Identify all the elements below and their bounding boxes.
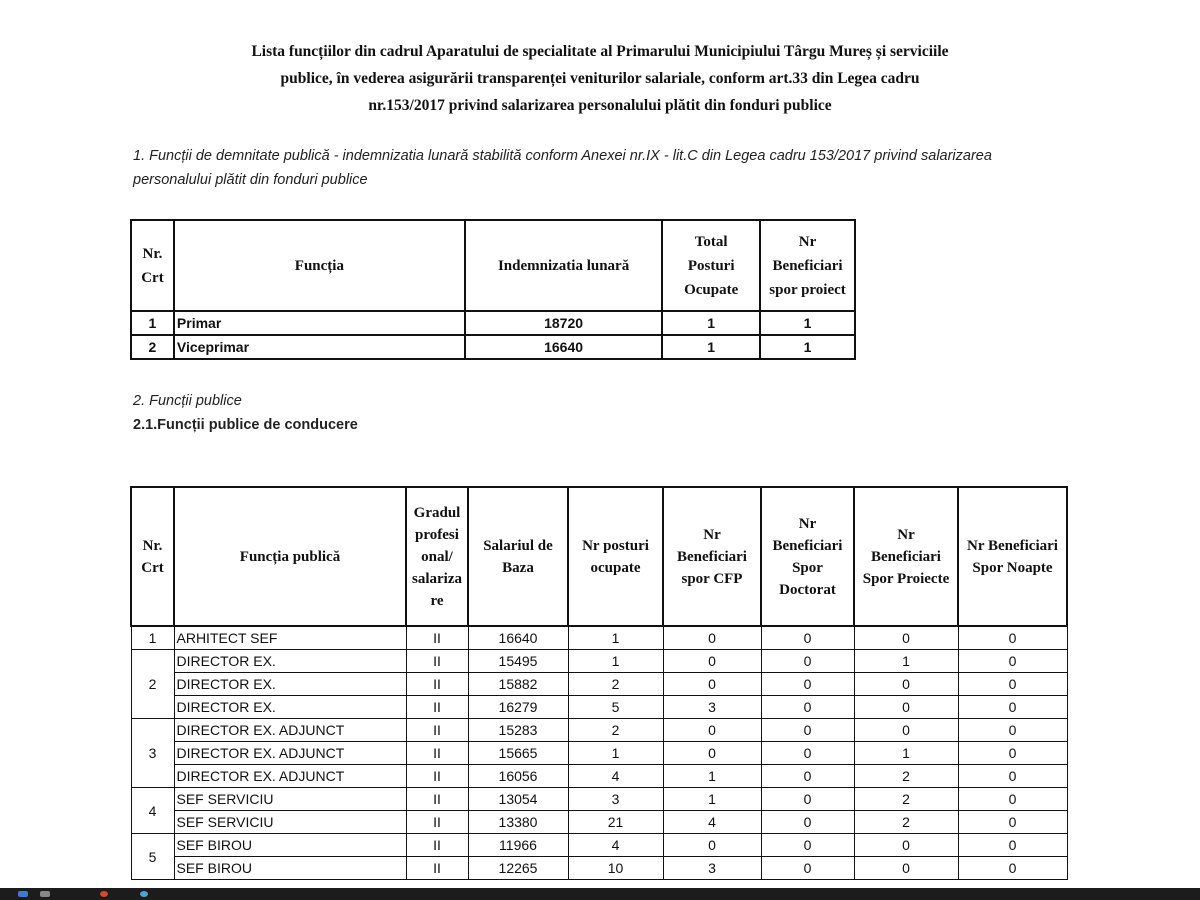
table-row: [131, 765, 1067, 788]
cell-grad: II: [406, 788, 468, 811]
cell-spor-cfp: 0: [663, 650, 761, 673]
title-line-1: Lista funcțiilor din cadrul Aparatului de specialitate al Primarului Municipiului Târgu Mureș și serviciile: [251, 43, 949, 60]
cell-spor-doctorat: 0: [761, 788, 854, 811]
cell-total-posturi: 1: [662, 335, 760, 359]
table-row: [131, 834, 1067, 857]
cell-spor-doctorat: 0: [761, 719, 854, 742]
cell-salariu: 16056: [468, 765, 568, 788]
title-line-3: nr.153/2017 privind salarizarea personalului plătit din fonduri publice: [368, 97, 832, 114]
cell-spor-proiecte: 1: [854, 742, 958, 765]
cell-spor-proiecte: 0: [854, 834, 958, 857]
cell-salariu: 15283: [468, 719, 568, 742]
table-row: [131, 626, 1067, 650]
cell-salariu: 13380: [468, 811, 568, 834]
cell-functia: ARHITECT SEF: [174, 626, 406, 650]
cell-posturi: 10: [568, 857, 663, 880]
t2-header-posturi: Nr posturi ocupate: [568, 487, 663, 626]
cell-spor-noapte: 0: [958, 857, 1067, 880]
cell-posturi: 5: [568, 696, 663, 719]
cell-spor-cfp: 1: [663, 765, 761, 788]
start-icon[interactable]: [18, 891, 28, 897]
cell-spor-noapte: 0: [958, 788, 1067, 811]
cell-spor-noapte: 0: [958, 811, 1067, 834]
cell-nr: 4: [131, 788, 174, 834]
table-row: [131, 311, 855, 335]
cell-functia: DIRECTOR EX. ADJUNCT: [174, 742, 406, 765]
table-row: [131, 857, 1067, 880]
cell-spor-cfp: 4: [663, 811, 761, 834]
table-demnitate-publica: [130, 219, 856, 360]
t1-header-total-posturi: Total Posturi Ocupate: [662, 220, 760, 311]
cell-spor-noapte: 0: [958, 765, 1067, 788]
cell-spor-proiecte: 0: [854, 719, 958, 742]
cell-spor-proiecte: 2: [854, 765, 958, 788]
cell-functia: SEF SERVICIU: [174, 788, 406, 811]
browser-icon[interactable]: [100, 891, 108, 897]
cell-grad: II: [406, 811, 468, 834]
t2-header-cfp: Nr Beneficiari spor CFP: [663, 487, 761, 626]
t1-header-indemnizatie: Indemnizatia lunară: [465, 220, 662, 311]
table-row: [131, 719, 1067, 742]
search-icon[interactable]: [40, 891, 50, 897]
cell-functia: Primar: [174, 311, 465, 335]
cell-functia: SEF SERVICIU: [174, 811, 406, 834]
cell-spor-doctorat: 0: [761, 834, 854, 857]
cell-posturi: 2: [568, 719, 663, 742]
cell-salariu: 15882: [468, 673, 568, 696]
section-2-1-heading: 2.1.Funcții publice de conducere: [133, 417, 358, 433]
cell-grad: II: [406, 626, 468, 650]
cell-salariu: 11966: [468, 834, 568, 857]
cell-spor-proiecte: 2: [854, 788, 958, 811]
cell-spor-doctorat: 0: [761, 696, 854, 719]
cell-salariu: 12265: [468, 857, 568, 880]
cell-functia: SEF BIROU: [174, 834, 406, 857]
cell-spor-proiecte: 0: [854, 626, 958, 650]
cell-spor-cfp: 3: [663, 857, 761, 880]
cell-functia: Viceprimar: [174, 335, 465, 359]
cell-spor-doctorat: 0: [761, 673, 854, 696]
cell-spor-cfp: 0: [663, 673, 761, 696]
cell-grad: II: [406, 719, 468, 742]
section-1-heading: 1. Funcții de demnitate publică - indemnizatia lunară stabilită conform Anexei nr.IX - lit.C din Legea cadru 153/2017 privind salarizarea personalului plătit din fonduri publice: [133, 148, 992, 188]
cell-spor-doctorat: 0: [761, 626, 854, 650]
cell-functia: DIRECTOR EX.: [174, 650, 406, 673]
cell-grad: II: [406, 673, 468, 696]
cell-grad: II: [406, 765, 468, 788]
table2-header-row: [131, 487, 1067, 626]
cell-beneficiari: 1: [760, 311, 855, 335]
cell-spor-doctorat: 0: [761, 765, 854, 788]
cell-grad: II: [406, 696, 468, 719]
cell-nr: 1: [131, 311, 174, 335]
cell-spor-cfp: 0: [663, 626, 761, 650]
t2-header-nr: Nr. Crt: [131, 487, 174, 626]
cell-posturi: 1: [568, 650, 663, 673]
cell-spor-noapte: 0: [958, 673, 1067, 696]
cell-spor-noapte: 0: [958, 742, 1067, 765]
t1-header-functia: Funcția: [174, 220, 465, 311]
cell-spor-cfp: 0: [663, 719, 761, 742]
cell-spor-noapte: 0: [958, 696, 1067, 719]
cell-posturi: 4: [568, 834, 663, 857]
cell-spor-cfp: 3: [663, 696, 761, 719]
table-row: [131, 673, 1067, 696]
document-title: [150, 38, 1050, 119]
cell-grad: II: [406, 650, 468, 673]
cell-spor-noapte: 0: [958, 650, 1067, 673]
cell-spor-cfp: 1: [663, 788, 761, 811]
t2-header-doctorat: Nr Beneficiari Spor Doctorat: [761, 487, 854, 626]
cell-spor-doctorat: 0: [761, 811, 854, 834]
cell-functia: DIRECTOR EX. ADJUNCT: [174, 719, 406, 742]
t2-header-grad: Gradul profesi onal/ salariza re: [406, 487, 468, 626]
cell-spor-doctorat: 0: [761, 742, 854, 765]
cell-total-posturi: 1: [662, 311, 760, 335]
table-row: [131, 811, 1067, 834]
cell-posturi: 4: [568, 765, 663, 788]
cell-grad: II: [406, 857, 468, 880]
table-row: [131, 335, 855, 359]
table-row: [131, 650, 1067, 673]
cell-salariu: 16640: [468, 626, 568, 650]
cell-salariu: 13054: [468, 788, 568, 811]
cell-indemnizatie: 16640: [465, 335, 662, 359]
table-row: [131, 696, 1067, 719]
cell-beneficiari: 1: [760, 335, 855, 359]
cell-spor-proiecte: 0: [854, 857, 958, 880]
cell-posturi: 21: [568, 811, 663, 834]
cell-functia: DIRECTOR EX.: [174, 696, 406, 719]
section-2-heading: 2. Funcții publice: [133, 393, 242, 409]
t2-header-salariu: Salariul de Baza: [468, 487, 568, 626]
cell-posturi: 1: [568, 626, 663, 650]
cell-posturi: 3: [568, 788, 663, 811]
cell-posturi: 2: [568, 673, 663, 696]
cell-salariu: 16279: [468, 696, 568, 719]
cell-spor-noapte: 0: [958, 719, 1067, 742]
cell-spor-doctorat: 0: [761, 650, 854, 673]
cell-salariu: 15665: [468, 742, 568, 765]
cell-spor-proiecte: 0: [854, 696, 958, 719]
table-row: [131, 742, 1067, 765]
taskbar: [0, 888, 1200, 900]
cell-nr: 5: [131, 834, 174, 880]
cell-nr: 1: [131, 626, 174, 650]
cell-spor-noapte: 0: [958, 834, 1067, 857]
table-row: [131, 788, 1067, 811]
cell-nr: 2: [131, 650, 174, 719]
cell-grad: II: [406, 742, 468, 765]
cell-spor-cfp: 0: [663, 834, 761, 857]
cell-indemnizatie: 18720: [465, 311, 662, 335]
cell-functia: DIRECTOR EX.: [174, 673, 406, 696]
t2-header-functia: Funcția publică: [174, 487, 406, 626]
t2-header-noapte: Nr Beneficiari Spor Noapte: [958, 487, 1067, 626]
table1-header-row: [131, 220, 855, 311]
cell-spor-doctorat: 0: [761, 857, 854, 880]
cell-functia: SEF BIROU: [174, 857, 406, 880]
cell-nr: 3: [131, 719, 174, 788]
cell-spor-cfp: 0: [663, 742, 761, 765]
app-icon[interactable]: [140, 891, 148, 897]
cell-nr: 2: [131, 335, 174, 359]
t1-header-nr: Nr. Crt: [131, 220, 174, 311]
table-functii-conducere: [130, 486, 1068, 880]
cell-salariu: 15495: [468, 650, 568, 673]
cell-spor-proiecte: 2: [854, 811, 958, 834]
cell-spor-noapte: 0: [958, 626, 1067, 650]
cell-spor-proiecte: 1: [854, 650, 958, 673]
cell-functia: DIRECTOR EX. ADJUNCT: [174, 765, 406, 788]
title-line-2: publice, în vederea asigurării transparenței veniturilor salariale, conform art.33 din Legea cadru: [280, 70, 920, 87]
cell-grad: II: [406, 834, 468, 857]
cell-spor-proiecte: 0: [854, 673, 958, 696]
cell-posturi: 1: [568, 742, 663, 765]
t2-header-proiecte: Nr Beneficiari Spor Proiecte: [854, 487, 958, 626]
t1-header-beneficiari: Nr Beneficiari spor proiect: [760, 220, 855, 311]
